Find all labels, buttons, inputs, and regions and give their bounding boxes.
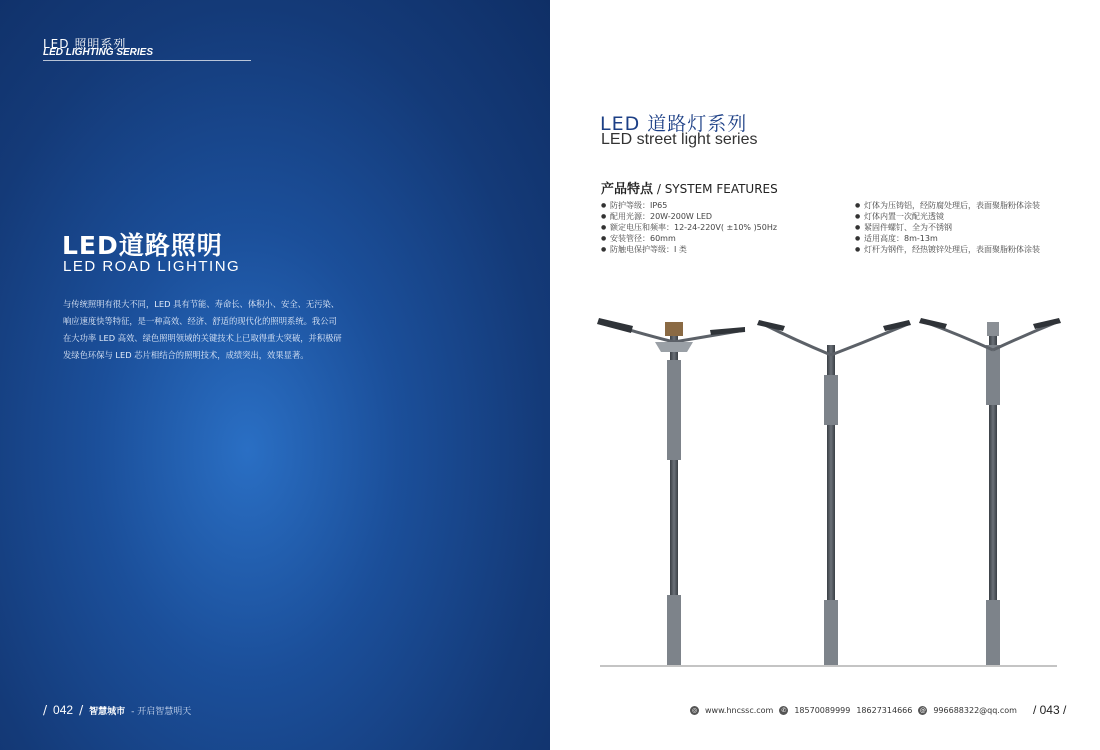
slash-mark: / <box>79 703 84 717</box>
page-number-right: / 043 / <box>1032 703 1067 717</box>
page-title-en: LED ROAD LIGHTING <box>63 258 241 275</box>
feature-item: ● 适用高度：8m-13m <box>855 233 1040 244</box>
feature-item: ● 配用光源：20W-200W LED <box>601 211 777 222</box>
footer-contact <box>690 703 1066 717</box>
phone-2: 18627314666 <box>856 705 913 715</box>
page-title-cn: LED道路照明 <box>62 231 223 260</box>
feature-item: ● 安装管径：60mm <box>601 233 777 244</box>
intro-paragraph: 与传统照明有很大不同，LED 具有节能、寿命长、体积小、安全、无污染、响应速度快等特征，是一种高效、经济、舒适的现代化的照明系统。我公司在大功率 LED 高效、绿色照明领域的关键技术上已取得重大突破，并积极研发绿色环保与 LED 芯片相结合的照明技术，成绩突出，效果显著。 <box>63 299 342 360</box>
street-lamp-1 <box>597 318 745 665</box>
series-title-en: LED street light series <box>601 131 758 148</box>
feature-item: ● 防触电保护等级：I 类 <box>601 244 777 255</box>
footer-tag: 智慧城市 <box>89 706 126 717</box>
footer-left <box>43 703 191 717</box>
features-heading-en: / SYSTEM FEATURES <box>653 182 778 196</box>
email[interactable]: 996688322@qq.com <box>933 705 1017 715</box>
feature-item: ● 防护等级：IP65 <box>601 200 777 211</box>
slash-mark: / <box>43 703 48 717</box>
phone-icon: ✆ <box>781 706 787 714</box>
feature-item: ● 灯体为压铸铝，经防腐处理后，表面聚脂粉体涂装 <box>855 200 1040 211</box>
page-number: 042 <box>53 703 74 717</box>
website[interactable]: www.hncssc.com <box>705 705 774 715</box>
footer-tagline: - 开启智慧明天 <box>131 706 192 717</box>
phone-1: 18570089999 <box>794 705 851 715</box>
series-label-en: LED LIGHTING SERIES <box>43 47 154 58</box>
right-page <box>550 0 1100 750</box>
feature-item: ● 额定电压和频率：12-24-220V( ±10% )50Hz <box>601 222 777 233</box>
feature-item: ● 灯杆为钢件，经热镀锌处理后，表面聚脂粉体涂装 <box>855 244 1040 255</box>
series-title-cn: LED 道路灯系列 <box>600 113 748 135</box>
features-heading <box>601 178 778 197</box>
features-list-right <box>855 200 1040 255</box>
street-lamps-illustration <box>595 300 1065 680</box>
page-number: 043 <box>1039 703 1060 717</box>
email-icon: @ <box>919 706 926 714</box>
street-lamp-3 <box>919 318 1061 665</box>
divider <box>43 60 251 61</box>
series-label-cn: LED 照明系列 <box>43 37 127 51</box>
features-heading-cn: 产品特点 <box>601 182 654 197</box>
feature-item: ● 灯体内置一次配光透镜 <box>855 211 1040 222</box>
features-list-left <box>601 200 777 255</box>
street-lamp-2 <box>757 320 911 665</box>
feature-item: ● 紧固件螺钉、全为不锈钢 <box>855 222 1040 233</box>
globe-icon: ◎ <box>691 706 698 714</box>
